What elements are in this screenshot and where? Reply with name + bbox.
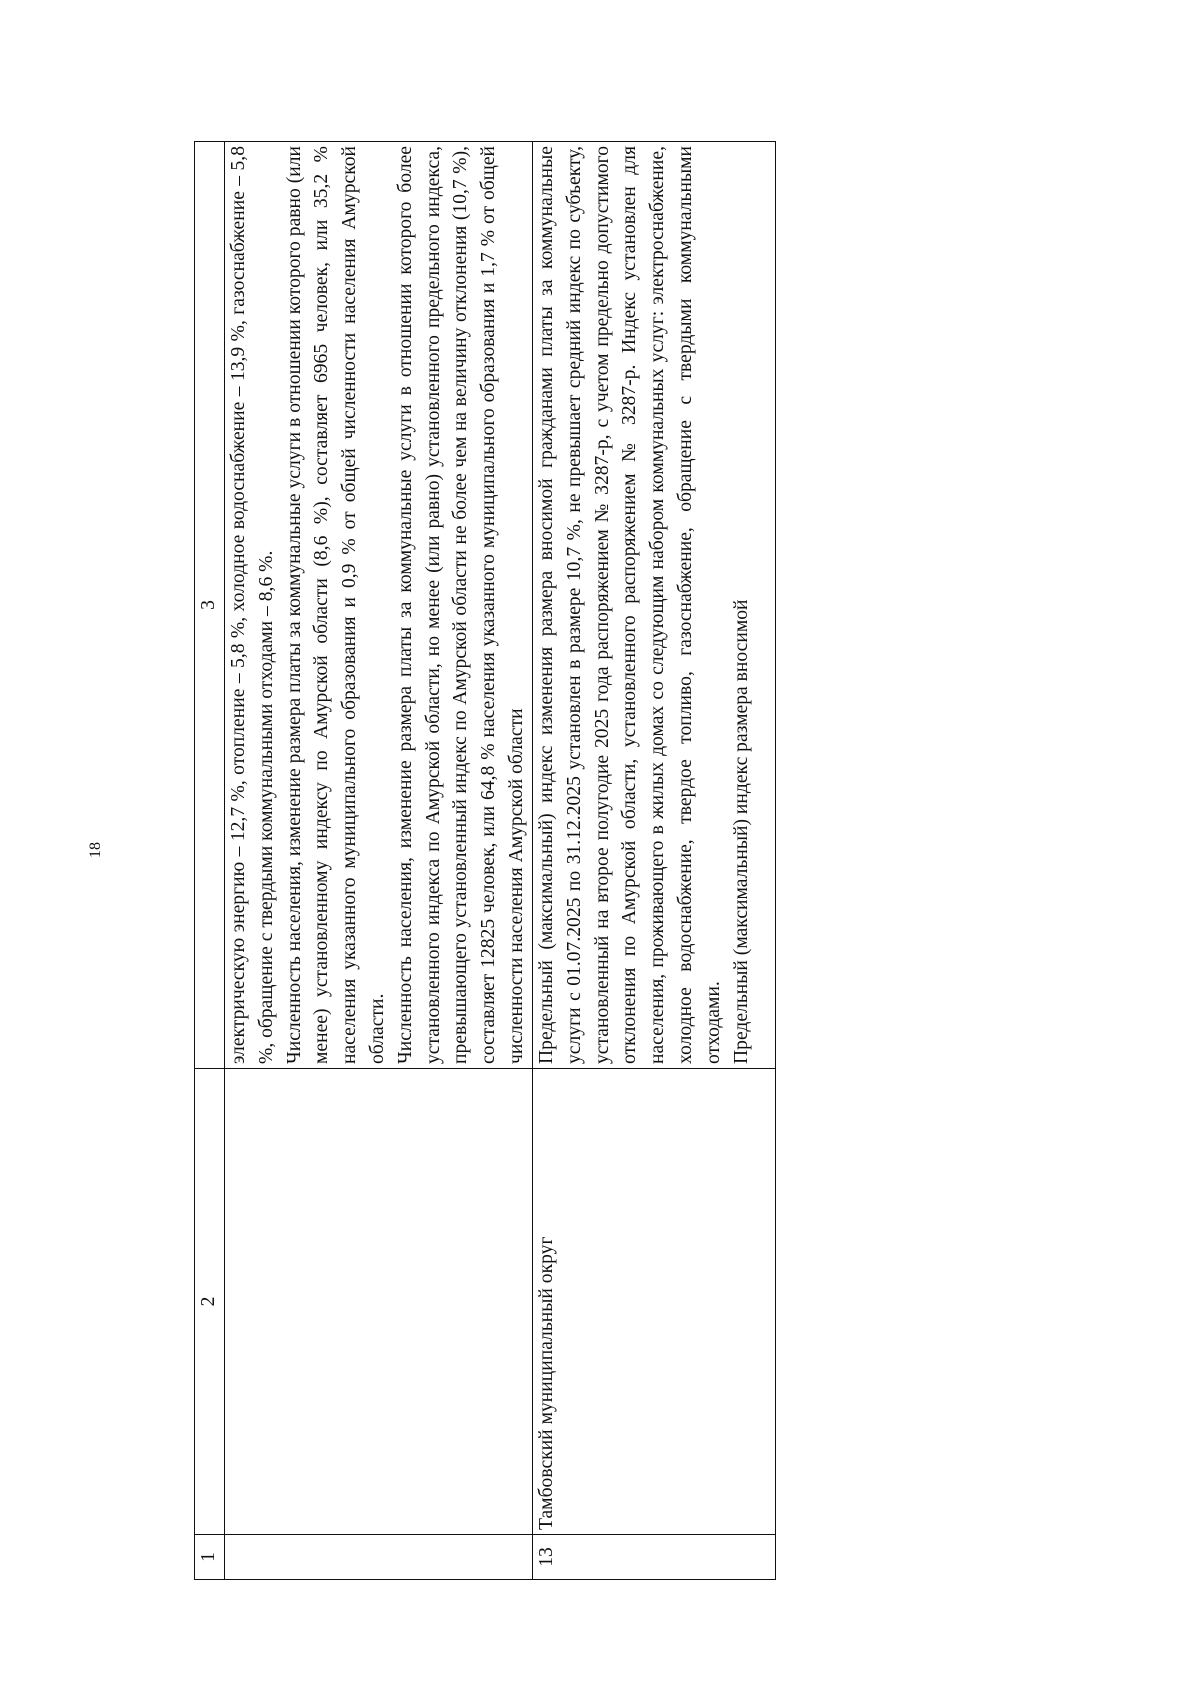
municipality-name (225, 1069, 533, 1535)
table-header-row (195, 142, 225, 1580)
row-number: 13 (533, 1535, 776, 1580)
header-col-3: 3 (195, 142, 225, 1069)
municipality-name: Тамбовский муниципальный округ (533, 1069, 776, 1535)
description-paragraph: электрическую энергию – 12,7 %, отопление – 5,8 %, холодное водоснабжение – 13,9 %, газоснабжение – 5,8 %, обращение с твердыми коммунальными отходами – 8,6 %. (228, 146, 277, 1064)
table-row (225, 142, 533, 1580)
description-paragraph: Численность населения, изменение размера платы за коммунальные услуги в отношении которого равно (или менее) установленному индексу по Амурской области (8,6 %), составляет 6965 человек, или 35,2 % населения указанного муниципального образования и 0,9 % от общей численности населения Амурской области. (283, 146, 388, 1064)
description-paragraph: Численность населения, изменение размера платы за коммунальные услуги в отношении которого более установленного индекса по Амурской области, но менее (или равно) установленного предельного индекса, превышающего установленный индекс по Амурской области не более чем на величину отклонения (10,7 %), составляет 12825 человек, или 64,8 % населения указанного муниципального образования и 1,7 % от общей численности населения Амурской области (394, 146, 527, 1064)
description-cell (533, 142, 776, 1069)
page-number: 18 (87, 842, 104, 858)
description-paragraph: Предельный (максимальный) индекс изменения размера вносимой гражданами платы за коммунальные услуги с 01.07.2025 по 31.12.2025 установлен в размере 10,7 %, не превышает средний индекс по субъекту, установленный на второе полугодие 2025 года распоряжением № 3287-р, с учетом предельно допустимого отклонения по Амурской области, установленного распоряжением № 3287-р. Индекс установлен для населения, проживающего в жилых домах со следующим набором коммунальных услуг: электроснабжение, холодное водоснабжение, твердое топливо, газоснабжение, обращение с твердыми коммунальными отходами. (536, 146, 724, 1064)
municipality-index-table (194, 141, 776, 1580)
header-col-1: 1 (195, 1535, 225, 1580)
description-paragraph: Предельный (максимальный) индекс размера вносимой (730, 599, 752, 1064)
description-cell (225, 142, 533, 1069)
table-frame (194, 142, 774, 1580)
header-col-2: 2 (195, 1069, 225, 1535)
row-number (225, 1535, 533, 1580)
table-row (533, 142, 776, 1580)
